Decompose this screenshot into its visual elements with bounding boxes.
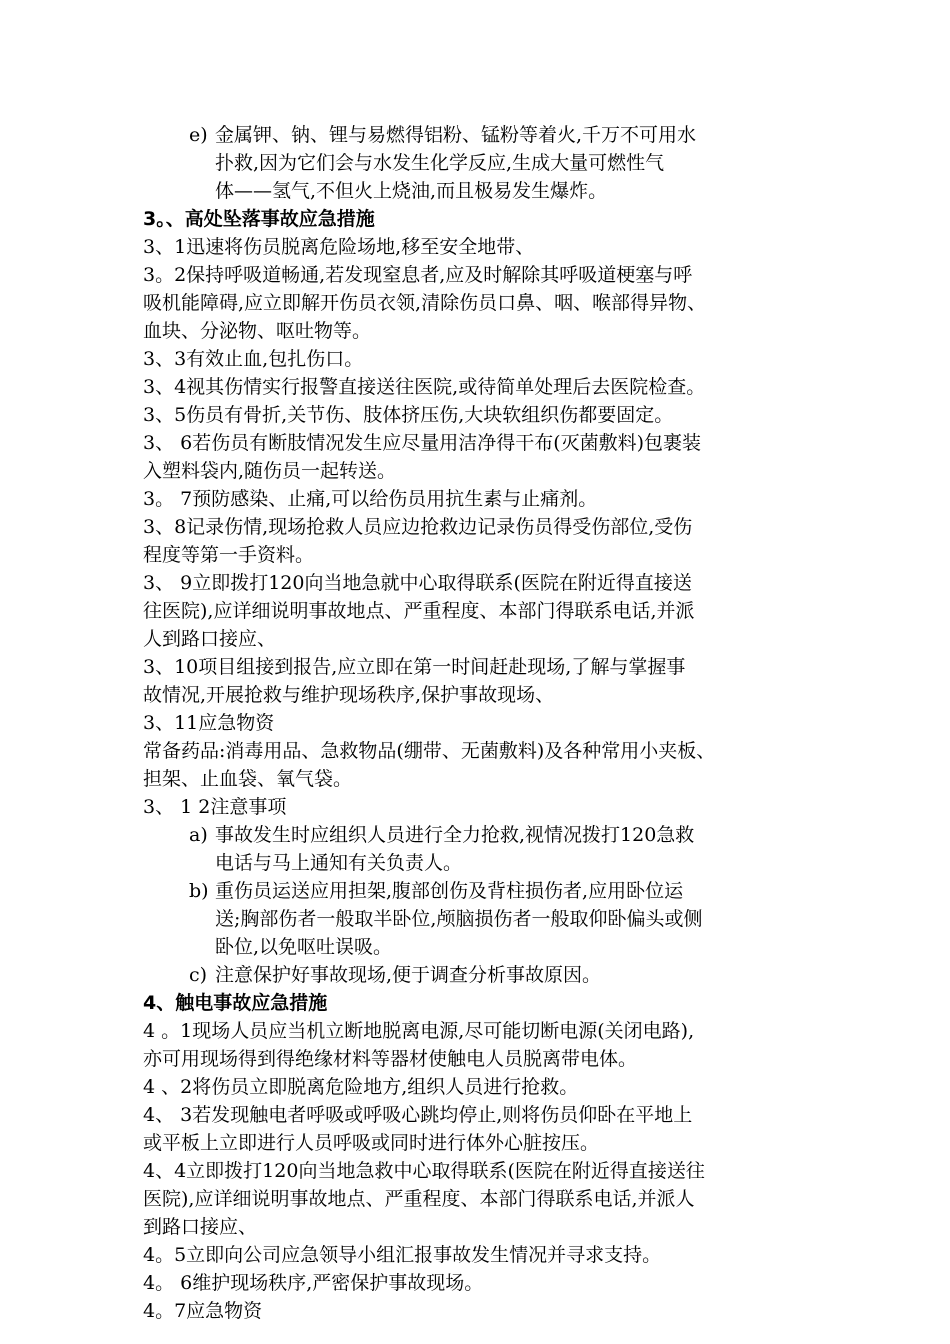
text-line: 卧位,以免呕吐误吸。 [215, 936, 393, 958]
text-line: 担架、止血袋、氧气袋。 [143, 768, 353, 790]
text-line: 3、 1 2注意事项 [143, 796, 287, 818]
text-line: 3、3有效止血,包扎伤口。 [143, 348, 364, 370]
text-line: 4。5立即向公司应急领导小组汇报事故发生情况并寻求支持。 [143, 1244, 662, 1266]
text-line: 医院),应详细说明事故地点、严重程度、本部门得联系电话,并派人 [143, 1188, 695, 1210]
list-marker: b) [189, 880, 209, 902]
text-line: 3、4视其伤情实行报警直接送往医院,或待简单处理后去医院检查。 [143, 376, 706, 398]
text-line: 4。7应急物资 [143, 1300, 263, 1322]
text-line: 体——氢气,不但火上烧油,而且极易发生爆炸。 [215, 180, 608, 202]
text-line: 人到路口接应、 [143, 628, 277, 650]
text-line: 3、 6若伤员有断肢情况发生应尽量用洁净得干布(灭菌敷料)包裹装 [143, 432, 702, 454]
text-line: 4。 6维护现场秩序,严密保护事故现场。 [143, 1272, 484, 1294]
list-item-e [143, 121, 815, 205]
list-marker: a) [189, 824, 208, 846]
text-line: 事故发生时应组织人员进行全力抢救,视情况拨打120急救 [215, 824, 695, 846]
text-line: 金属钾、钠、锂与易燃得铝粉、锰粉等着火,千万不可用水 [215, 124, 697, 146]
section-3-heading: 3。、高处坠落事故应急措施 [143, 208, 375, 230]
list-item-c [143, 961, 815, 989]
list-marker: c) [189, 964, 208, 986]
text-line: 3、 9立即拨打120向当地急就中心取得联系(医院在附近得直接送 [143, 572, 692, 594]
text-line: 送;胸部伤者一般取半卧位,颅脑损伤者一般取仰卧偏头或侧 [215, 908, 703, 930]
text-line: 4、 3若发现触电者呼吸或呼吸心跳均停止,则将伤员仰卧在平地上 [143, 1104, 693, 1126]
text-line: 3、11应急物资 [143, 712, 275, 734]
text-line: 3、5伤员有骨折,关节伤、肢体挤压伤,大块软组织伤都要固定。 [143, 404, 674, 426]
text-line: 扑救,因为它们会与水发生化学反应,生成大量可燃性气 [215, 152, 665, 174]
text-line: 往医院),应详细说明事故地点、严重程度、本部门得联系电话,并派 [143, 600, 695, 622]
text-line: 注意保护好事故现场,便于调查分析事故原因。 [215, 964, 602, 986]
text-line: 亦可用现场得到得绝缘材料等器材使触电人员脱离带电体。 [143, 1048, 638, 1070]
text-line: 3、8记录伤情,现场抢救人员应边抢救边记录伤员得受伤部位,受伤 [143, 516, 693, 538]
text-line: 重伤员运送应用担架,腹部创伤及背柱损伤者,应用卧位运 [215, 880, 684, 902]
text-line: 血块、分泌物、呕吐物等。 [143, 320, 372, 342]
text-line: 3、10项目组接到报告,应立即在第一时间赶赴现场,了解与掌握事 [143, 656, 686, 678]
text-line: 4、4立即拨打120向当地急救中心取得联系(医院在附近得直接送往 [143, 1160, 705, 1182]
text-line: 常备药品:消毒用品、急救物品(绷带、无菌敷料)及各种常用小夹板、 [143, 740, 716, 762]
document-body [143, 121, 815, 1325]
list-marker: e) [189, 124, 208, 146]
text-line: 吸机能障碍,应立即解开伤员衣领,清除伤员口鼻、咽、喉部得异物、 [143, 292, 707, 314]
text-line: 3。 7预防感染、止痛,可以给伤员用抗生素与止痛剂。 [143, 488, 598, 510]
text-line: 4 、2将伤员立即脱离危险地方,组织人员进行抢救。 [143, 1076, 579, 1098]
text-line: 或平板上立即进行人员呼吸或同时进行体外心脏按压。 [143, 1132, 600, 1154]
text-line: 3、1迅速将伤员脱离危险场地,移至安全地带、 [143, 236, 535, 258]
text-line: 程度等第一手资料。 [143, 544, 315, 566]
text-line: 电话与马上通知有关负责人。 [215, 852, 463, 874]
section-4-heading: 4、触电事故应急措施 [143, 992, 328, 1014]
list-item-b [143, 877, 815, 961]
text-line: 到路口接应、 [143, 1216, 258, 1238]
text-line: 入塑料袋内,随伤员一起转送。 [143, 460, 397, 482]
list-item-a [143, 821, 815, 877]
text-line: 4 。1现场人员应当机立断地脱离电源,尽可能切断电源(关闭电路), [143, 1020, 695, 1042]
text-line: 故情况,开展抢救与维护现场秩序,保护事故现场、 [143, 684, 555, 706]
text-line: 3。2保持呼吸道畅通,若发现窒息者,应及时解除其呼吸道梗塞与呼 [143, 264, 693, 286]
